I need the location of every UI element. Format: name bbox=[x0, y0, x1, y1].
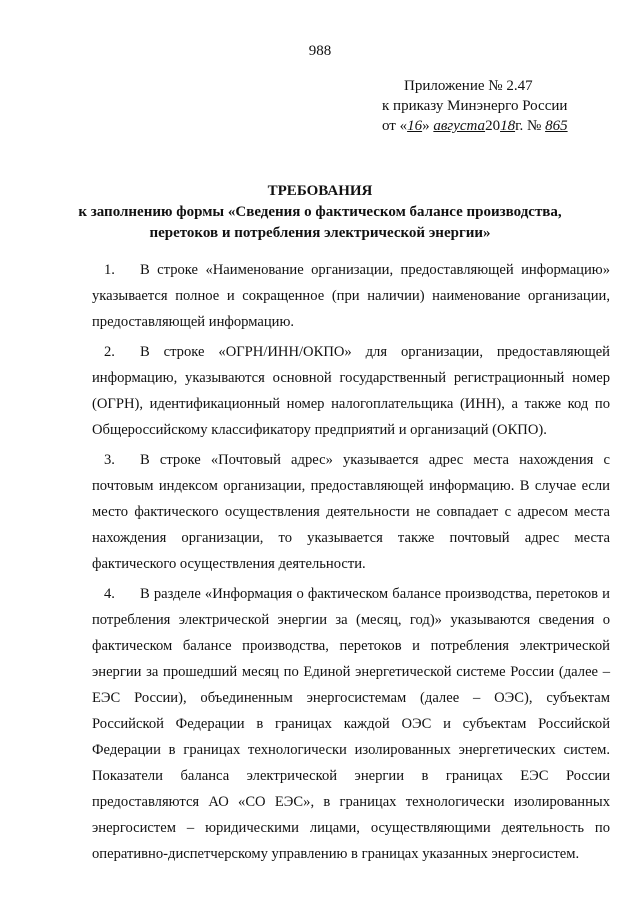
year-end: г. № bbox=[515, 118, 542, 134]
paragraph-text: В строке «ОГРН/ИНН/ОКПО» для организации, предоставляющей информацию, указываются основной государственный регистрационный номер (ОГРН), идентификационный номер налогоплательщика (ИНН), а также код по Общероссийскому классификатору предприятий и организаций (ОКПО). bbox=[92, 344, 610, 438]
handwritten-month: августа bbox=[433, 118, 486, 134]
appendix-order-date-line bbox=[382, 116, 568, 136]
paragraph-4 bbox=[92, 581, 610, 867]
paragraph-text: В строке «Почтовый адрес» указывается адрес места нахождения с почтовым индексом организации, предоставляющей информацию. В случае если место фактического осуществления деятельности не совпадает с адресом места нахождения организации, то указывается также почтовый адрес места фактического осуществления деятельности. bbox=[92, 452, 610, 572]
paragraph-number: 4. bbox=[104, 586, 115, 602]
page-number: 988 bbox=[308, 43, 332, 59]
paragraph-text: В разделе «Информация о фактическом балансе производства, перетоков и потребления электрической энергии за (месяц, год)» указываются сведения о фактическом балансе производства, перетоков и потребления электрической энергии за прошедший месяц по Единой энергетической системе России (далее – ЕЭС России), объединенным энергосистемам (далее – ОЭС), субъектам Российской Федерации в границах каждой ОЭС и субъектам Российской Федерации в границах технологически изолированных энергетических систем. Показатели баланса электрической энергии в границах ЕЭС России предоставляются АО «СО ЕЭС», в границах технологически изолированных энергосистем – юридическими лицами, осуществляющими деятельность по оперативно-диспетчерскому управлению в границах указанных энергосистем. bbox=[92, 586, 610, 862]
handwritten-day: 16 bbox=[407, 118, 423, 134]
document-title bbox=[0, 181, 640, 244]
paragraph-3 bbox=[92, 447, 610, 577]
handwritten-year: 18 bbox=[500, 118, 516, 134]
paragraph-number: 1. bbox=[104, 262, 115, 278]
year-prefix: 20 bbox=[485, 118, 501, 134]
handwritten-order-number: 865 bbox=[545, 118, 568, 134]
paragraph-2 bbox=[92, 339, 610, 443]
paragraph-1 bbox=[92, 257, 610, 335]
paragraph-text: В строке «Наименование организации, предоставляющей информацию» указывается полное и сокращенное (при наличии) наименование организации, предоставляющей информацию. bbox=[92, 262, 610, 330]
title-line-2: к заполнению формы «Сведения о фактическом балансе производства, bbox=[78, 204, 562, 220]
title-heading: ТРЕБОВАНИЯ bbox=[267, 183, 373, 199]
appendix-title: Приложение № 2.47 bbox=[404, 78, 533, 94]
paragraph-number: 2. bbox=[104, 344, 115, 360]
appendix-header bbox=[382, 76, 568, 136]
appendix-order-ref: к приказу Минэнерго России bbox=[382, 98, 568, 114]
title-line-3: перетоков и потребления электрической энергии» bbox=[149, 225, 491, 241]
date-mid: » bbox=[422, 118, 434, 134]
paragraph-number: 3. bbox=[104, 452, 115, 468]
document-body bbox=[92, 257, 610, 871]
date-prefix: от « bbox=[382, 118, 408, 134]
